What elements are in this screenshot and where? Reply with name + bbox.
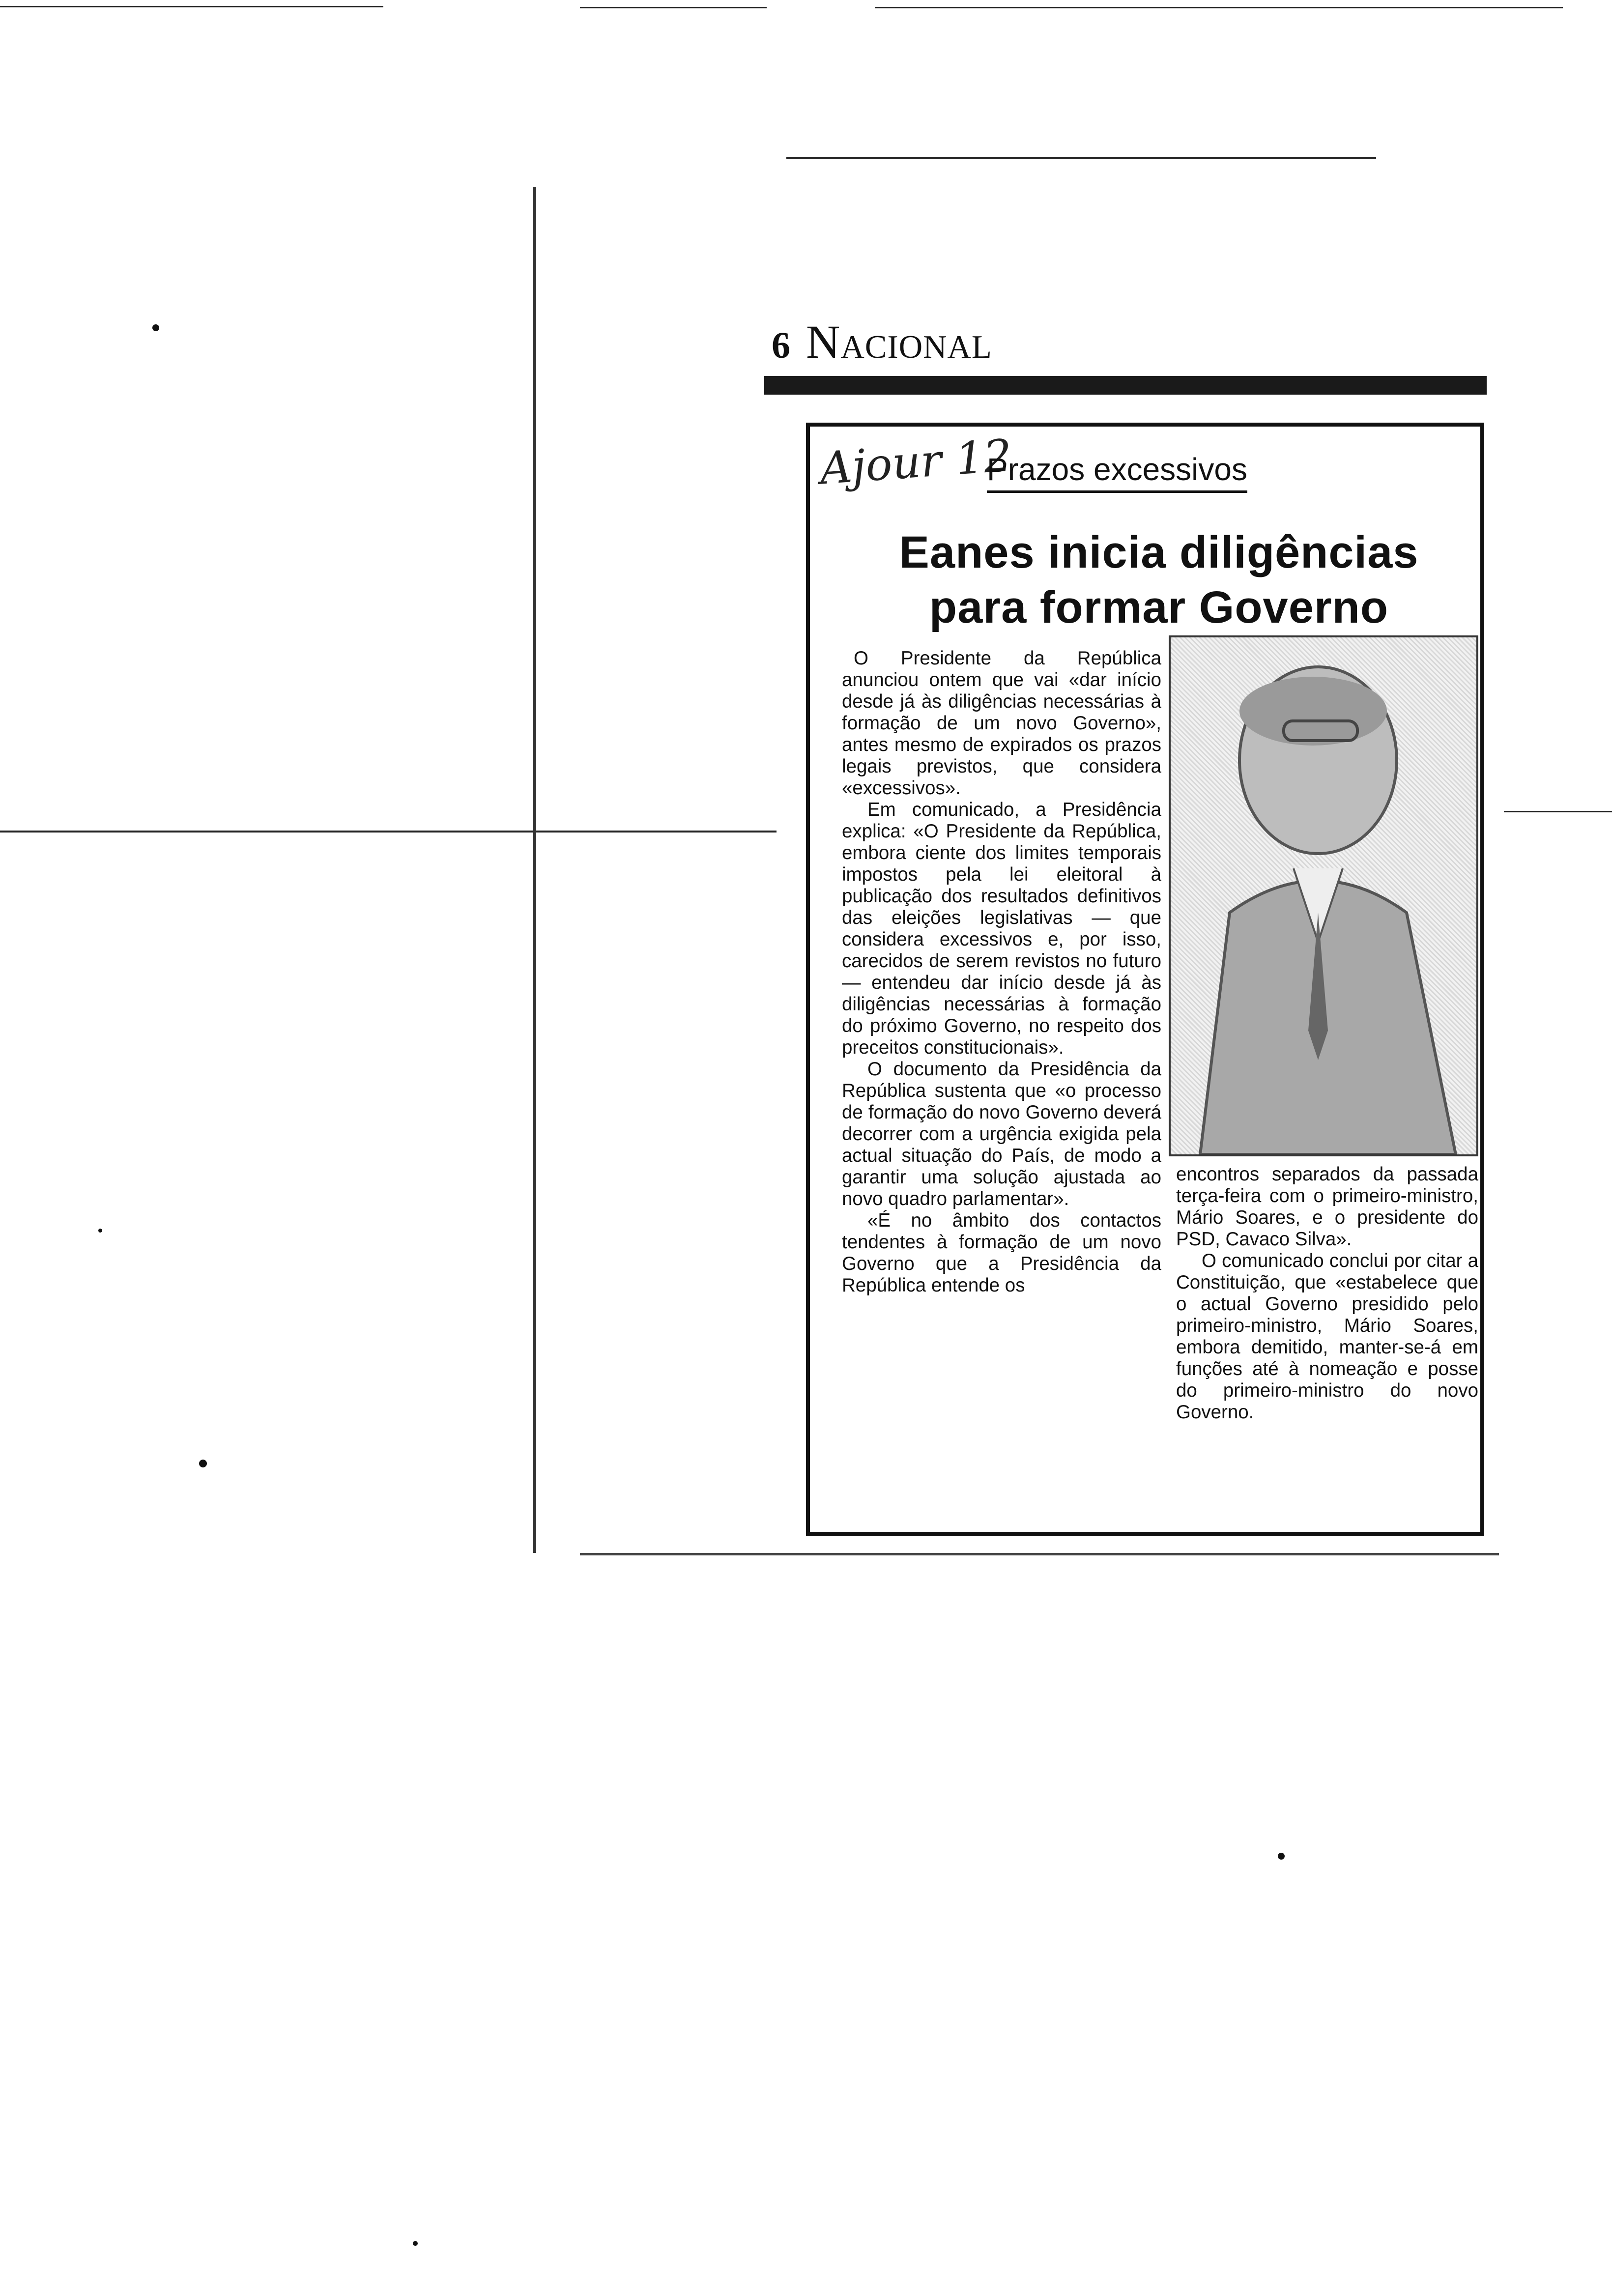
scan-line bbox=[0, 6, 383, 7]
article-kicker: Prazos excessivos bbox=[987, 451, 1247, 493]
section-header bbox=[772, 305, 1489, 368]
section-title: Nacional bbox=[806, 316, 992, 368]
scan-line bbox=[1504, 811, 1612, 812]
headline-line-1: Eanes inicia diligências bbox=[899, 527, 1419, 577]
clipping-edge-left bbox=[533, 187, 536, 1553]
header-rule bbox=[764, 376, 1487, 395]
scan-line bbox=[786, 157, 1376, 159]
article-headline bbox=[854, 525, 1464, 635]
scan-line bbox=[580, 7, 767, 8]
speck bbox=[1278, 1853, 1285, 1860]
speck bbox=[152, 324, 159, 331]
portrait-photo bbox=[1169, 635, 1478, 1156]
paragraph: O comunicado conclui por citar a Constituição, que «estabelece que o actual Governo presidido pelo primeiro-ministro, Mário Soares, embora demitido, manter-se-á em funções até à nomeação e posse do primeiro-ministro do novo Governo. bbox=[1176, 1250, 1478, 1423]
headline-line-2: para formar Governo bbox=[929, 582, 1389, 632]
right-column bbox=[1176, 1164, 1478, 1423]
speck bbox=[199, 1460, 207, 1467]
paragraph: «É no âmbito dos contactos tendentes à formação de um novo Governo que a Presidência da República entende os bbox=[842, 1210, 1161, 1296]
portrait-photo-icon bbox=[1171, 637, 1476, 1154]
speck bbox=[413, 2241, 418, 2246]
paragraph: encontros separados da passada terça-feira com o primeiro-ministro, Mário Soares, e o presidente do PSD, Cavaco Silva». bbox=[1176, 1164, 1478, 1250]
paragraph: O documento da Presidência da República sustenta que «o processo de formação do novo Governo deverá decorrer com a urgência exigida pela actual situação do País, de modo a garantir uma solução ajustada ao novo quadro parlamentar». bbox=[842, 1059, 1161, 1209]
page-number: 6 bbox=[772, 325, 790, 366]
handwritten-note: Ajour 12 bbox=[818, 430, 1014, 495]
left-column bbox=[842, 648, 1161, 1296]
speck bbox=[98, 1229, 102, 1233]
paragraph: O Presidente da República anunciou ontem que vai «dar início desde já às diligências necessárias à formação de um novo Governo», antes mesmo de expirados os prazos legais previstos, que considera «excessivos». bbox=[842, 648, 1161, 799]
paragraph: Em comunicado, a Presidência explica: «O Presidente da República, embora ciente dos limites temporais impostos pela lei eleitoral à publicação dos resultados definitivos das eleições legislativas — que considera excessivos e, por isso, carecidos de serem revistos no futuro — entendeu dar início desde já às diligências necessárias à formação do próximo Governo, no respeito dos preceitos constitucionais». bbox=[842, 799, 1161, 1058]
scan-line bbox=[875, 7, 1563, 8]
scan-line bbox=[0, 831, 777, 832]
clipping-edge-bottom bbox=[580, 1553, 1499, 1555]
article-box bbox=[806, 423, 1484, 1536]
